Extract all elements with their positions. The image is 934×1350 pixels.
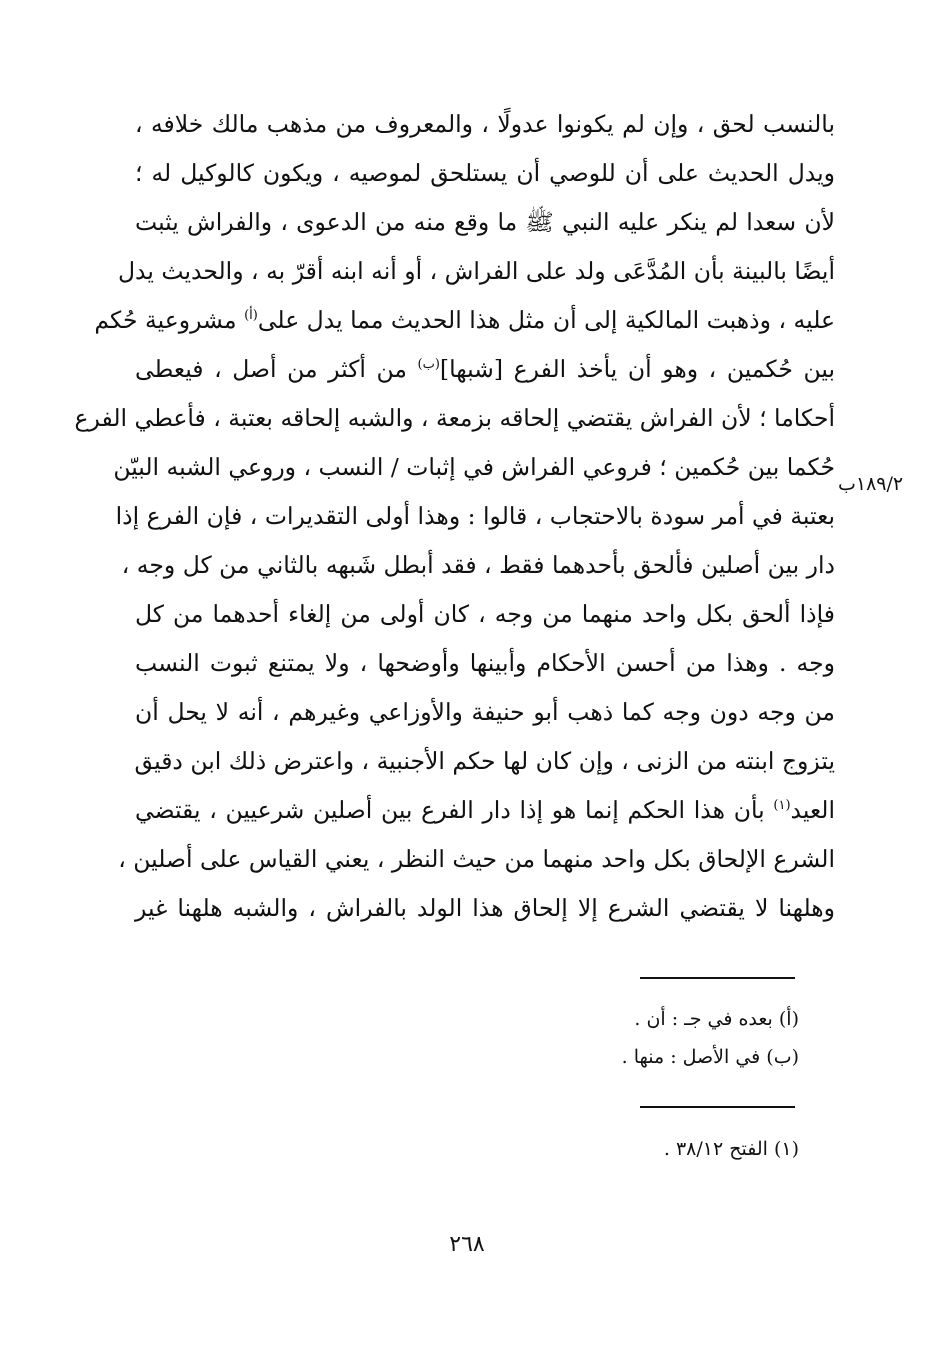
line-segment: بين حُكمين ، وهو أن يأخذ الفرع [شبها] xyxy=(439,355,835,383)
text-line: لأن سعدا لم ينكر عليه النبي ﷺ ما وقع منه من الدعوى ، والفراش يثبت xyxy=(135,208,835,236)
footnote-marker-ba: (ب) xyxy=(417,357,440,373)
text-line xyxy=(94,296,835,345)
text-line: حُكما بين حُكمين ؛ فروعي الفراش في إثبات / النسب ، وروعي الشبه البيّن xyxy=(113,453,835,481)
footnote-divider xyxy=(640,1106,795,1108)
line-segment: مشروعية حُكم xyxy=(94,306,245,334)
text-line: وهلهنا لا يقتضي الشرع إلا إلحاق هذا الولد بالفراش ، والشبه هلهنا غير xyxy=(135,894,835,922)
footnote-marker-alif: (أ) xyxy=(244,308,258,324)
text-line: بعتبة في أمر سودة بالاحتجاب ، قالوا : وهذا أولى التقديرات ، فإن الفرع إذا xyxy=(115,502,835,530)
variant-note: (أ) بعده في جـ : أن . xyxy=(634,1008,799,1030)
text-line: ويدل الحديث على أن للوصي أن يستلحق لموصيه ، ويكون كالوكيل له ؛ xyxy=(135,159,835,187)
text-line xyxy=(135,345,835,394)
line-segment: من أكثر من أصل ، فيعطى xyxy=(135,355,418,383)
text-line: بالنسب لحق ، وإن لم يكونوا عدولًا ، والمعروف من مذهب مالك خلافه ، xyxy=(135,110,835,138)
main-text xyxy=(74,100,835,933)
line-segment: عليه ، وذهبت المالكية إلى أن مثل هذا الحديث مما يدل على xyxy=(257,306,835,334)
text-line: وجه . وهذا من أحسن الأحكام وأبينها وأوضحها ، ولا يمتنع ثبوت النسب xyxy=(135,649,835,677)
page-number: ٢٦٨ xyxy=(449,1232,485,1257)
variant-note: (ب) في الأصل : منها . xyxy=(621,1046,799,1068)
text-line: فإذا ألحق بكل واحد منهما من وجه ، كان أولى من إلغاء أحدهما من كل xyxy=(135,600,835,628)
line-segment: بأن هذا الحكم إنما هو إذا دار الفرع بين أصلين شرعيين ، يقتضي xyxy=(135,796,774,824)
manuscript-folio-reference: ١٨٩/٢ب xyxy=(838,473,904,495)
text-line xyxy=(135,786,835,835)
text-line: أيضًا بالبينة بأن المُدَّعَى ولد على الفراش ، أو أنه ابنه أقرّ به ، والحديث يدل xyxy=(117,257,835,285)
footnote-marker-1: (١) xyxy=(773,798,791,814)
text-line: الشرع الإلحاق بكل واحد منهما من حيث النظر ، يعني القياس على أصلين ، xyxy=(118,845,835,873)
line-segment: العيد xyxy=(790,796,835,824)
footnote-divider xyxy=(640,977,795,979)
text-line: أحكاما ؛ لأن الفراش يقتضي إلحاقه بزمعة ، والشبه إلحاقه بعتبة ، فأعطي الفرع xyxy=(74,404,835,432)
text-line: دار بين أصلين فألحق بأحدهما فقط ، فقد أبطل شَبهه بالثاني من كل وجه ، xyxy=(121,551,835,579)
reference-note: (١) الفتح ٣٨/١٢ . xyxy=(663,1138,799,1160)
text-line: يتزوج ابنته من الزنى ، وإن كان لها حكم الأجنبية ، واعترض ذلك ابن دقيق xyxy=(134,747,835,775)
text-line: من وجه دون وجه كما ذهب أبو حنيفة والأوزاعي وغيرهم ، أنه لا يحل أن xyxy=(135,698,835,726)
